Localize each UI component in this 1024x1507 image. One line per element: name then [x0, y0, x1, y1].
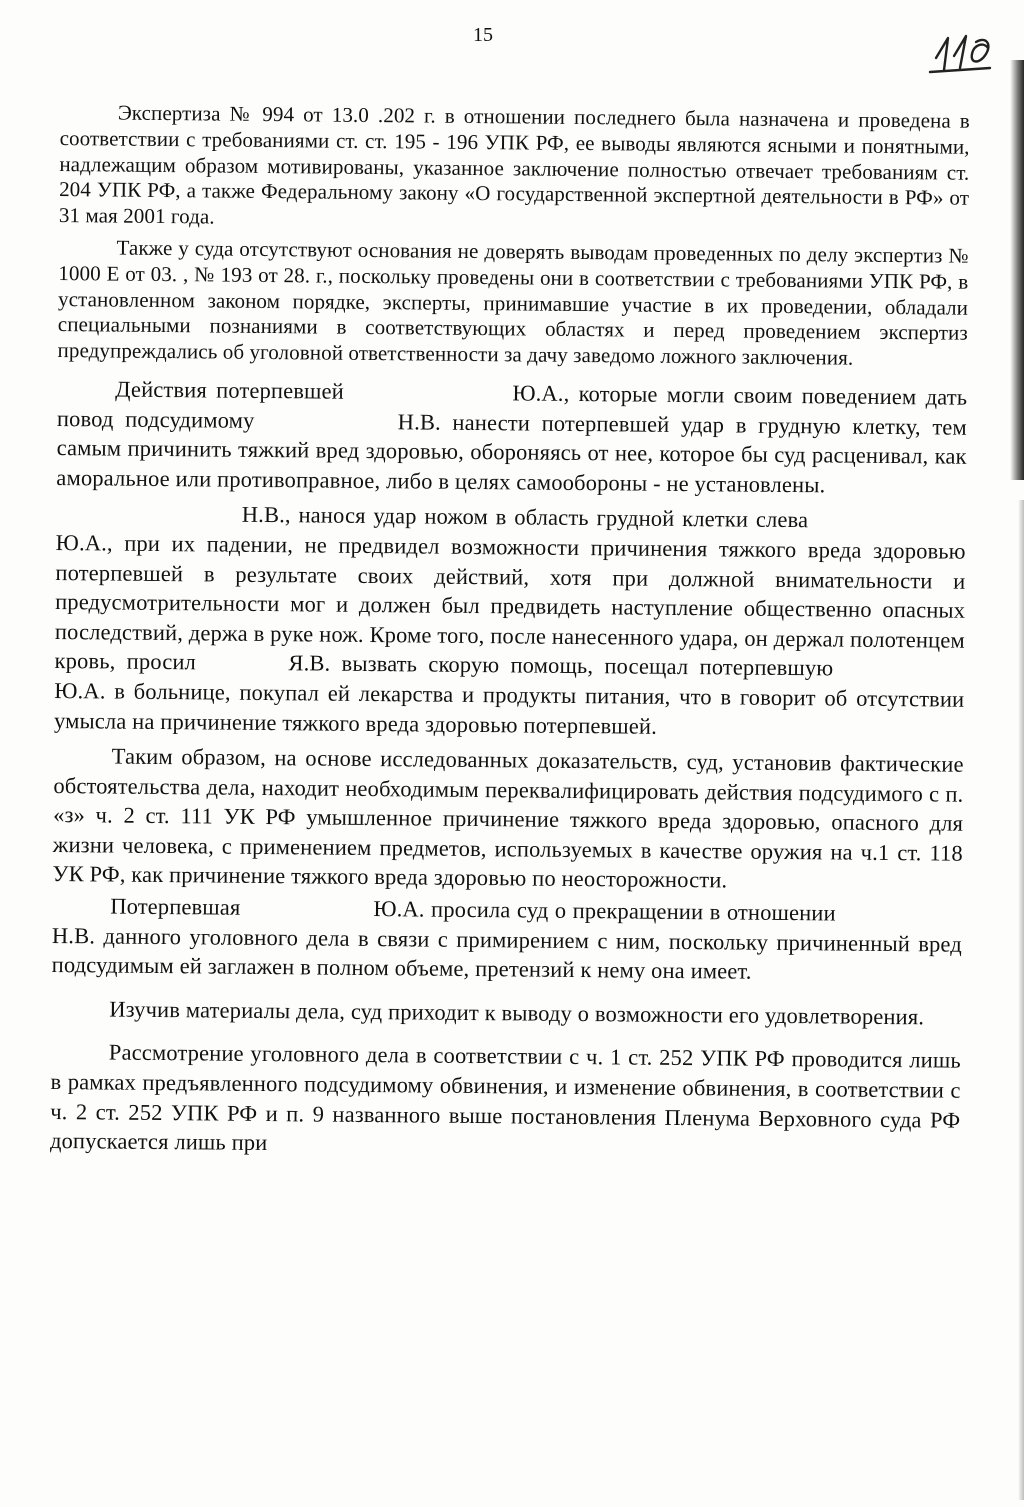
redacted-name — [266, 427, 386, 429]
redacted-name — [816, 527, 966, 529]
page-number: 15 — [473, 24, 493, 46]
text-fragment: Н.В. нанести потерпевшей удар в грудную клетку, тем самым причинить тяжкий вред здоровью, обороняясь от нее, которое бы суд расценивал, как аморальное или противоправное, либо в целях самообороны - не установлены. — [56, 408, 968, 498]
paragraph-expertise-994: Экспертиза № 994 от 13.0 .202 г. в отношении последнего была назначена и проведена в соответствии с требованиями ст. ст. 195 - 196 УПК РФ, ее выводы являются ясными и понятными, надлежащим образом мотивированы, указанное заключение полностью отвечает требованиям ст. 204 УПК РФ, а также Федеральному закону «О государственной экспертной деятельности в РФ» от 31 мая 2001 года. — [58, 100, 970, 229]
paragraph-victim-request — [52, 891, 963, 989]
redacted-name — [353, 398, 503, 400]
redacted-name — [247, 914, 367, 916]
paragraph-requalification: Таким образом, на основе исследованных доказательств, суд, установив фактические обстоятельства дела, находит необходимым переквалифицировать действия подсудимого с п. «з» ч. 2 ст. 111 УК РФ умышленное причинение тяжкого вреда здоровью, опасного для жизни человека, с применением предметов, используемых в качестве оружия на ч.1 ст. 118 УК РФ, как причинение тяжкого вреда здоровью по неосторожности. — [52, 743, 964, 893]
text-fragment: Потерпевшая — [110, 893, 241, 920]
paragraph-expertises-trust: Также у суда отсутствуют основания не доверять выводам проведенных по делу экспертиз № 1000 Е от 03. , № 193 от 28. г., поскольку проведены они в соответствии с требованиями УПК РФ, в установленном законом порядке, эксперты, принимавшие участие в их проведении, обладали специальными познаниями в соответствующих областях и перед проведением экспертиз предупреждались об уголовной ответственности за дачу заведомо ложного заключения. — [57, 235, 969, 370]
handwritten-sheet-number — [920, 28, 1000, 78]
scan-edge-shadow-lower — [1018, 500, 1024, 1500]
redacted-name — [114, 520, 234, 522]
text-fragment: Действия потерпевшей — [115, 376, 345, 404]
text-fragment: Ю.А. просила суд о прекращении в отношении — [373, 896, 836, 926]
text-fragment: Я.В. вызвать скорую помощь, посещал потерпевшую — [288, 650, 834, 681]
text-fragment: Н.В., нанося удар ножом в область грудной клетки слева — [241, 502, 809, 533]
text-fragment: Ю.А., которые могли своим поведением дать повод подсудимому — [56, 380, 968, 433]
paragraph-article-252: Рассмотрение уголовного дела в соответствии с ч. 1 ст. 252 УПК РФ проводится лишь в рамках предъявленного подсудимому обвинения, и изменение обвинения, в соответствии с ч. 2 ст. 252 УПК РФ и п. 9 названного выше постановления Пленума Верховного суда РФ допускается лишь при — [49, 1039, 961, 1156]
paragraph-court-conclusion: Изучив материалы дела, суд приходит к выводу о возможности его удовлетворения. — [109, 996, 925, 1030]
paragraph-defendant-actions — [54, 498, 966, 743]
document-body — [50, 100, 970, 1166]
text-fragment: Н.В. данного уголовного дела в связи с примирением с ним, поскольку причиненный вред подсудимым ей заглажен в полном объеме, претензий к нему она имеет. — [51, 922, 963, 984]
redacted-name — [207, 669, 277, 671]
scan-edge-shadow — [1010, 60, 1024, 480]
paragraph-victim-actions — [56, 374, 967, 501]
redacted-name — [845, 675, 965, 677]
redacted-name — [842, 920, 962, 922]
text-fragment: Ю.А. в больнице, покупал ей лекарства и продукты питания, что в говорит об отсутствии умысла на причинение тяжкого вреда здоровью потерпевшей. — [53, 677, 965, 739]
text-fragment: Ю.А., при их падении, не предвидел возможности причинения тяжкого вреда здоровью потерпевшей в результате своих действий, хотя при должной внимательности и предусмотрительности мог и должен был предвидеть наступление общественно опасных последствий, держа в руке нож. Кроме того, после нанесенного удара, он держал полотенцем кровь, просил — [54, 529, 966, 675]
